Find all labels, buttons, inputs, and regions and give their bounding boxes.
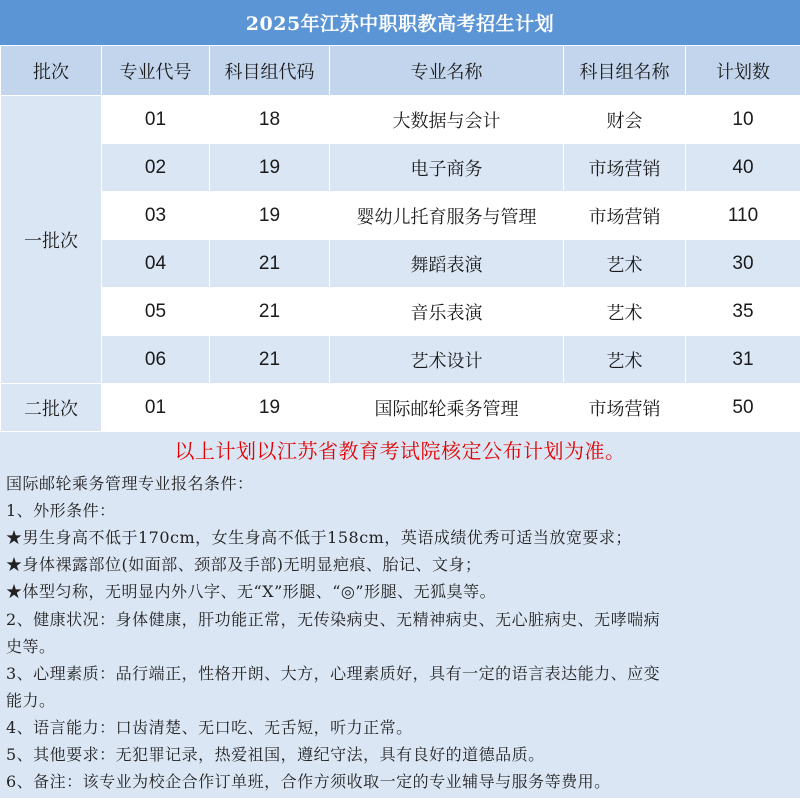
header-major-code: 专业代号: [102, 46, 210, 96]
group-name-cell: 市场营销: [564, 144, 686, 192]
condition-line: 1、外形条件：: [6, 501, 116, 520]
major-name-cell: 电子商务: [330, 144, 564, 192]
enrollment-plan-table: [0, 45, 800, 432]
plan-count-cell: 35: [686, 288, 800, 336]
table-header-row: [1, 46, 800, 96]
page-title: 2025年江苏中职职教高考招生计划: [0, 0, 800, 45]
table-row: [1, 192, 800, 240]
header-major-name: 专业名称: [330, 46, 564, 96]
table-row: [1, 288, 800, 336]
table-row: [1, 144, 800, 192]
major-name-cell: 舞蹈表演: [330, 240, 564, 288]
condition-line: 2、健康状况：身体健康，肝功能正常，无传染病史、无精神病史、无心脏病史、无哮喘病: [6, 610, 661, 629]
group-name-cell: 市场营销: [564, 192, 686, 240]
major-code-cell: 03: [102, 192, 210, 240]
major-code-cell: 06: [102, 336, 210, 384]
group-code-cell: 21: [210, 240, 330, 288]
table-row: [1, 336, 800, 384]
group-name-cell: 艺术: [564, 240, 686, 288]
major-name-cell: 国际邮轮乘务管理: [330, 384, 564, 432]
group-name-cell: 艺术: [564, 336, 686, 384]
plan-count-cell: 10: [686, 96, 800, 144]
header-batch: 批次: [1, 46, 102, 96]
group-code-cell: 18: [210, 96, 330, 144]
major-code-cell: 01: [102, 384, 210, 432]
condition-line: 3、心理素质：品行端正，性格开朗、大方，心理素质好，具有一定的语言表达能力、应变: [6, 664, 661, 683]
table-row: [1, 240, 800, 288]
condition-line: ★体型匀称，无明显内外八字、无“X”形腿、“◎”形腿、无狐臭等。: [6, 582, 497, 601]
group-code-cell: 21: [210, 288, 330, 336]
major-name-cell: 音乐表演: [330, 288, 564, 336]
major-code-cell: 02: [102, 144, 210, 192]
condition-line: ★男生身高不低于170cm，女生身高不低于158cm，英语成绩优秀可适当放宽要求；: [6, 528, 632, 547]
group-code-cell: 19: [210, 144, 330, 192]
conditions-heading: 国际邮轮乘务管理专业报名条件：: [6, 474, 254, 493]
major-name-cell: 婴幼儿托育服务与管理: [330, 192, 564, 240]
condition-line: ★身体裸露部位(如面部、颈部及手部)无明显疤痕、胎记、文身；: [6, 555, 482, 574]
group-name-cell: 市场营销: [564, 384, 686, 432]
plan-count-cell: 40: [686, 144, 800, 192]
group-name-cell: 艺术: [564, 288, 686, 336]
batch-cell: 二批次: [1, 384, 102, 432]
header-group-name: 科目组名称: [564, 46, 686, 96]
plan-count-cell: 50: [686, 384, 800, 432]
condition-line: 6、备注：该专业为校企合作订单班，合作方须收取一定的专业辅导与服务等费用。: [6, 772, 611, 791]
group-name-cell: 财会: [564, 96, 686, 144]
group-code-cell: 21: [210, 336, 330, 384]
condition-line: 史等。: [6, 637, 56, 656]
registration-conditions: [0, 467, 800, 798]
group-code-cell: 19: [210, 384, 330, 432]
major-code-cell: 01: [102, 96, 210, 144]
plan-count-cell: 30: [686, 240, 800, 288]
table-row: [1, 96, 800, 144]
condition-line: 4、语言能力：口齿清楚、无口吃、无舌短，听力正常。: [6, 718, 413, 737]
header-plan-count: 计划数: [686, 46, 800, 96]
batch-cell: 一批次: [1, 96, 102, 384]
major-name-cell: 艺术设计: [330, 336, 564, 384]
header-group-code: 科目组代码: [210, 46, 330, 96]
major-name-cell: 大数据与会计: [330, 96, 564, 144]
condition-line: 5、其他要求：无犯罪记录，热爱祖国，遵纪守法，具有良好的道德品质。: [6, 745, 545, 764]
plan-notice: 以上计划以江苏省教育考试院核定公布计划为准。: [0, 432, 800, 467]
group-code-cell: 19: [210, 192, 330, 240]
condition-line: 能力。: [6, 691, 56, 710]
table-row: [1, 384, 800, 432]
plan-count-cell: 31: [686, 336, 800, 384]
plan-count-cell: 110: [686, 192, 800, 240]
major-code-cell: 05: [102, 288, 210, 336]
major-code-cell: 04: [102, 240, 210, 288]
